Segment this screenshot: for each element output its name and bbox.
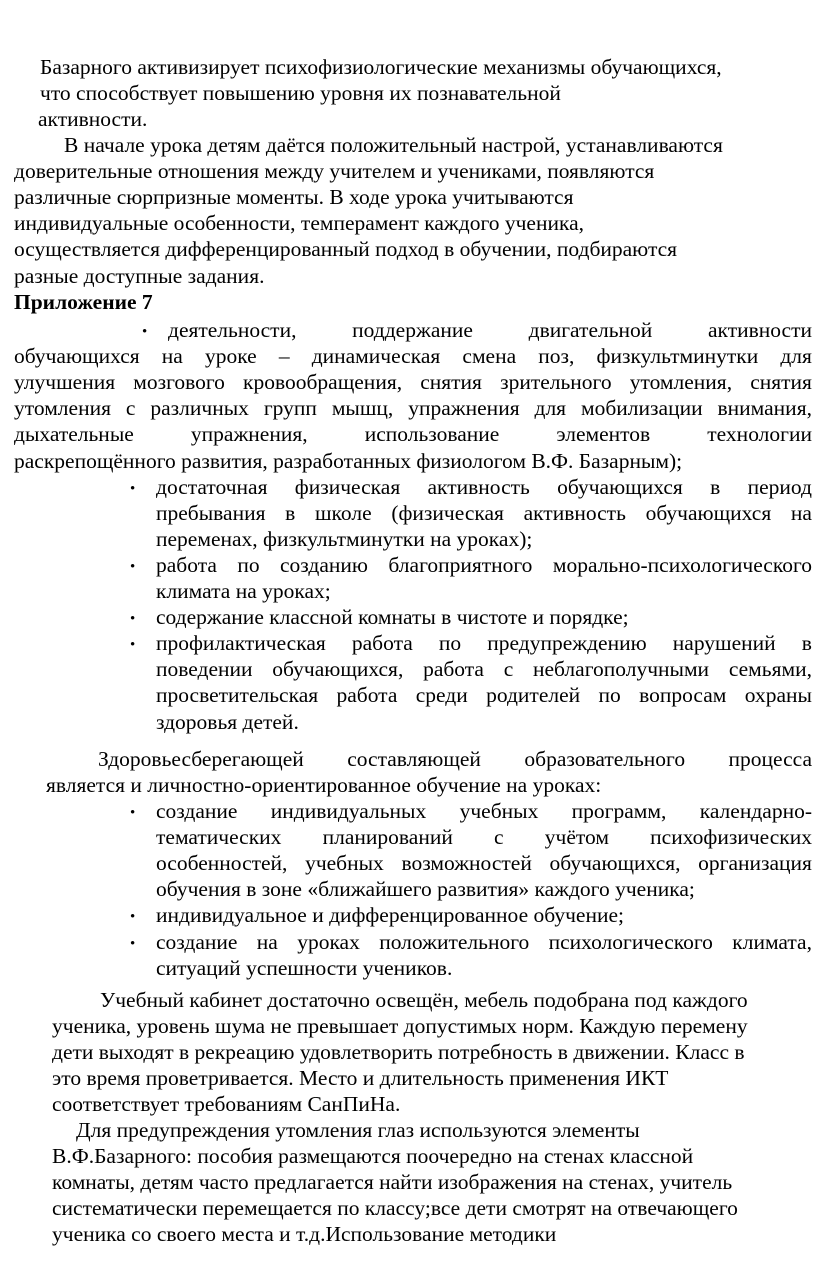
word: утомления,: [629, 370, 733, 395]
list-item-line: здоровья детей.: [156, 709, 299, 734]
paragraph-line: Для предупреждения утомления глаз используются элементы: [76, 1118, 640, 1142]
word: календарно-: [699, 799, 812, 823]
word: обучающихся: [557, 474, 683, 499]
word: создание: [156, 799, 238, 823]
bullet-icon: •: [130, 935, 136, 952]
word: период: [747, 474, 812, 499]
word: внимания,: [717, 396, 812, 421]
paragraph-line: Учебный кабинет достаточно освещён, мебель подобрана под каждого: [100, 988, 748, 1012]
list-item-line: индивидуальное и дифференцированное обучение;: [156, 903, 624, 928]
list-item-line: [168, 317, 812, 343]
paragraph-line: дети выходят в рекреацию удовлетворить потребность в движении. Класс в: [52, 1040, 745, 1065]
word: деятельности,: [168, 318, 297, 342]
word: созданию: [280, 552, 368, 577]
word: обучающихся,: [549, 851, 681, 876]
word: физкультминутки: [596, 344, 759, 369]
word: морально-психологического: [552, 552, 812, 577]
paragraph-line: индивидуальные особенности, темперамент каждого ученика,: [14, 211, 585, 236]
word: по: [438, 631, 462, 656]
paragraph-line: [98, 746, 812, 772]
list-item-line: переменах, физкультминутки на уроках);: [156, 526, 533, 551]
word: динамическая: [311, 344, 441, 369]
word: активность: [427, 474, 530, 499]
word: мышц,: [331, 396, 394, 421]
paragraph-line: различные сюрпризные моменты. В ходе урока учитываются: [14, 185, 574, 210]
word: достаточная: [156, 474, 268, 499]
word: охраны: [744, 683, 812, 708]
word: дыхательные: [14, 422, 134, 447]
word: по: [237, 552, 260, 577]
list-item-line: [156, 500, 812, 526]
bullet-icon: •: [130, 805, 136, 821]
word: снятия: [750, 370, 812, 395]
word: благоприятного: [388, 552, 533, 577]
list-item-line: [14, 395, 812, 421]
word: на: [161, 344, 183, 369]
word: вопросам: [639, 683, 727, 708]
word: возможностей: [401, 851, 532, 876]
word: пребывания: [156, 500, 266, 525]
word: просветительская: [156, 683, 319, 708]
paragraph-line: активности.: [38, 107, 148, 132]
word: на: [256, 929, 278, 954]
word: технологии: [707, 422, 812, 447]
word: –: [278, 344, 290, 369]
bullet-icon: •: [130, 637, 136, 654]
word: создание: [156, 929, 238, 954]
word: в: [285, 500, 296, 525]
word: родителей: [486, 683, 581, 708]
paragraph-line: соответствует требованиям СанПиНа.: [52, 1092, 401, 1117]
paragraph-line: В.Ф.Базарного: пособия размещаются поочередно на стенах классной: [52, 1144, 694, 1169]
list-item-line: раскрепощённого развития, разработанных физиологом В.Ф. Базарным);: [14, 448, 683, 473]
paragraph-line: осуществляется дифференцированный подход в обучении, подбираются: [14, 237, 678, 262]
appendix-title: Приложение 7: [14, 290, 153, 314]
word: школе: [315, 500, 372, 525]
word: уроке: [204, 344, 257, 369]
word: различных: [150, 396, 249, 421]
bullet-icon: •: [130, 909, 136, 926]
word: предупреждению: [487, 631, 647, 656]
word: для: [534, 396, 567, 421]
word: в: [710, 474, 721, 499]
list-item-line: [156, 682, 812, 708]
word: поз,: [538, 344, 575, 369]
word: утомления: [14, 396, 111, 421]
word: работа: [351, 631, 413, 656]
list-item-line: содержание классной комнаты в чистоте и порядке;: [156, 605, 629, 630]
word: улучшения: [14, 370, 116, 395]
word: физическая: [294, 474, 401, 499]
word: с: [125, 396, 136, 421]
list-item-line: [156, 798, 812, 824]
word: снятия: [420, 370, 482, 395]
word: использование: [364, 422, 500, 447]
list-item-line: [14, 343, 812, 369]
word: программ,: [571, 799, 667, 823]
list-item-line: [14, 421, 812, 447]
paragraph-line: систематически перемещается по классу;все дети смотрят на отвечающего: [52, 1196, 738, 1221]
word: поведении: [156, 657, 253, 682]
paragraph-line: разные доступные задания.: [14, 263, 265, 288]
list-item-line: обучения в зоне «ближайшего развития» каждого ученика;: [156, 877, 695, 902]
word: активность: [523, 500, 626, 525]
word: составляющей: [347, 747, 481, 771]
word: групп: [263, 396, 317, 421]
word: в: [801, 631, 812, 656]
word: психологического: [548, 929, 713, 954]
paragraph-line: Базарного активизирует психофизиологические механизмы обучающихся,: [40, 55, 722, 79]
word: (физическая: [391, 500, 504, 525]
paragraph-line: что способствует повышению уровня их познавательной: [40, 81, 561, 106]
word: работа: [156, 552, 217, 577]
word: работа: [423, 657, 484, 682]
list-item-line: [156, 656, 812, 682]
list-item-line: [14, 369, 812, 395]
paragraph-line: В начале урока детям даётся положительный настрой, устанавливаются: [64, 133, 723, 157]
paragraph-line: комнаты, детям часто предлагается найти изображения на стенах, учитель: [52, 1170, 733, 1195]
word: семьями,: [728, 657, 812, 682]
word: зрительного: [500, 370, 612, 395]
paragraph-line: это время проветривается. Место и длительность применения ИКТ: [52, 1066, 669, 1091]
list-item-line: ситуаций успешности учеников.: [156, 955, 453, 980]
word: Здоровьесберегающей: [98, 747, 304, 771]
paragraph-line: является и личностно-ориентированное обучение на уроках:: [46, 773, 602, 798]
word: уроках: [297, 929, 360, 954]
word: упражнения: [408, 396, 520, 421]
word: обучающихся,: [272, 657, 404, 682]
word: активности: [707, 318, 812, 342]
word: нарушений: [672, 631, 776, 656]
word: для: [780, 344, 812, 369]
word: образовательного: [524, 747, 686, 771]
word: организация: [698, 851, 812, 876]
list-item-line: климата на уроках;: [156, 579, 331, 603]
word: обучающихся: [14, 344, 140, 369]
word: мобилизации: [581, 396, 703, 421]
word: климата,: [732, 929, 812, 954]
bullet-icon: •: [130, 480, 136, 497]
word: кровообращения,: [243, 370, 403, 395]
list-item-line: [156, 824, 812, 850]
word: мозгового: [133, 370, 225, 395]
word: поддержание: [352, 318, 473, 342]
paragraph-line: ученика со своего места и т.д.Использование методики: [52, 1222, 557, 1247]
word: положительного: [379, 929, 530, 954]
word: с: [503, 657, 514, 682]
word: психофизических: [650, 825, 812, 850]
word: неблагополучными: [532, 657, 710, 682]
word: обучающихся: [645, 500, 772, 525]
word: элементов: [556, 422, 651, 447]
word: индивидуальных: [270, 799, 427, 823]
bullet-icon: •: [130, 611, 136, 628]
word: двигательной: [528, 318, 653, 342]
word: особенностей,: [156, 851, 288, 876]
word: работа: [336, 683, 398, 708]
paragraph-line: ученика, уровень шума не превышает допустимых норм. Каждую перемену: [52, 1014, 748, 1039]
word: упражнения,: [190, 422, 308, 447]
list-item-line: [156, 929, 812, 955]
bullet-icon: •: [130, 558, 136, 575]
word: по: [598, 683, 621, 708]
word: смена: [462, 344, 517, 369]
word: среди: [415, 683, 468, 708]
list-item-line: [156, 850, 812, 876]
word: учебных: [305, 851, 384, 876]
word: учётом: [544, 825, 609, 850]
word: учебных: [459, 799, 539, 823]
word: на: [790, 500, 812, 525]
list-item-line: [156, 474, 812, 500]
bullet-icon: •: [142, 324, 148, 340]
word: процесса: [728, 747, 812, 771]
word: планирований: [322, 825, 453, 850]
word: с: [494, 825, 504, 850]
paragraph-line: доверительные отношения между учителем и учениками, появляются: [14, 159, 655, 184]
list-item-line: [156, 630, 812, 656]
word: профилактическая: [156, 631, 326, 656]
word: тематических: [156, 825, 282, 850]
list-item-line: [156, 552, 812, 578]
